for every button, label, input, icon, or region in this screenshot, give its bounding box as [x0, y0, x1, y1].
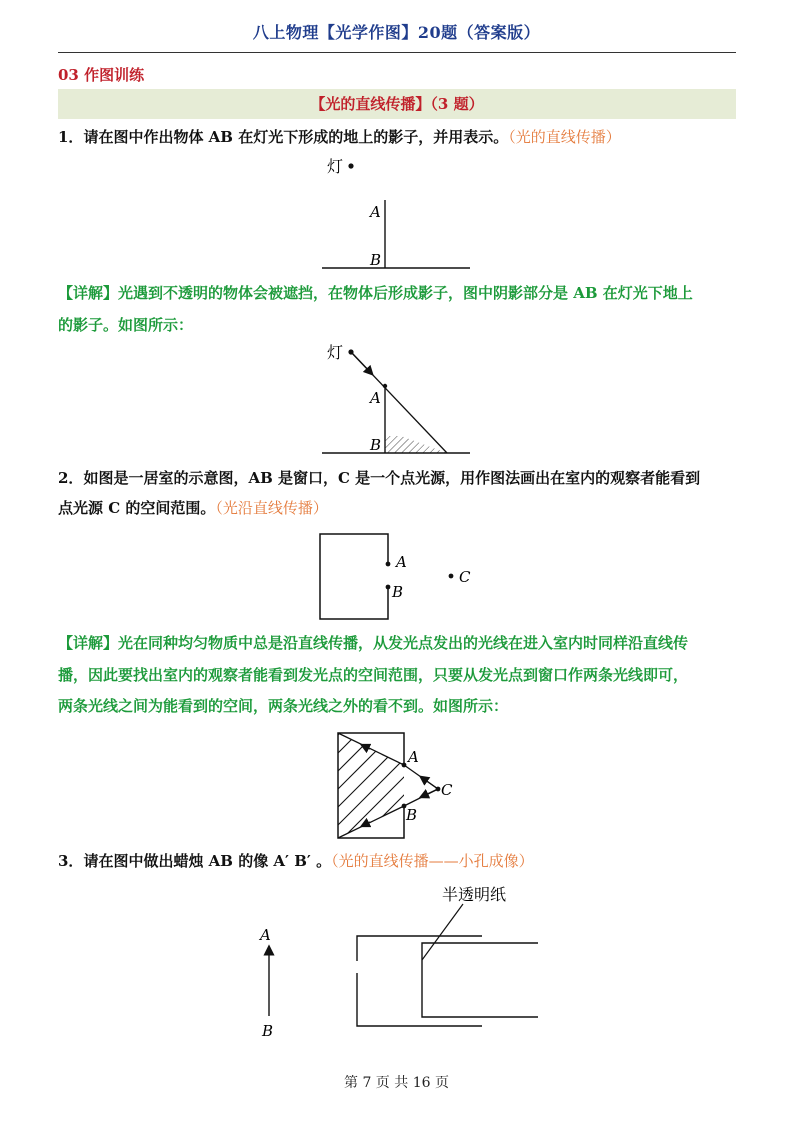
figure-3-outer-box-bottom — [357, 973, 482, 1026]
explanation-1-prefix: 【详解】 — [58, 284, 119, 302]
explanation-1 — [58, 278, 738, 341]
figure-1a-label-b: B — [370, 436, 382, 454]
explanation-2-line2: 播，因此要找出室内的观察者能看到发光点的空间范围，只要从发光点到窗口作两条光线即可， — [58, 665, 689, 684]
explanation-2-prefix: 【详解】 — [58, 634, 119, 652]
figure-1-lamp-object — [300, 150, 500, 275]
figure-2a-point-c — [436, 787, 441, 792]
figure-1-label-a: A — [370, 203, 381, 221]
question-1 — [58, 122, 736, 152]
topic-bar — [58, 89, 736, 119]
explanation-2-line3: 两条光线之间为能看到的空间，两条光线之外的看不到。如图所示： — [58, 697, 509, 715]
figure-3-paper-pointer — [422, 904, 463, 960]
figure-2-point-a — [386, 562, 391, 567]
figure-1a-label-a: A — [370, 389, 381, 407]
question-2-line2: 点光源 C 的空间范围。 — [58, 499, 216, 517]
figure-2a-arrow-upper-inner — [362, 745, 370, 749]
explanation-2 — [58, 628, 738, 723]
figure-2-label-c: C — [459, 568, 471, 586]
figure-1-lamp-point — [348, 163, 353, 168]
explanation-1-line2: 的影子。如图所示： — [58, 315, 194, 334]
figure-1a-lamp-label: 灯 — [327, 343, 344, 362]
figure-3-label-b: B — [262, 1022, 274, 1040]
page-header: 八上物理【光学作图】20题（答案版） — [252, 23, 541, 42]
figure-2a-label-c: C — [441, 781, 453, 799]
question-3-tag: （光的直线传播——小孔成像） — [331, 852, 534, 870]
section-title: 03 作图训练 — [58, 66, 145, 84]
figure-3-paper-label: 半透明纸 — [442, 885, 507, 904]
page-footer: 第 7 页 共 16 页 — [344, 1075, 449, 1091]
header-divider — [58, 52, 736, 53]
figure-1a-shadow — [385, 436, 447, 453]
figure-2-label-a: A — [396, 553, 407, 571]
figure-2a-ray-upper-inner — [338, 733, 404, 765]
topic-label: 【光的直线传播】（3 题） — [310, 95, 484, 113]
question-1-number: 1． — [58, 128, 84, 146]
question-3 — [58, 846, 736, 876]
figure-2a-point-a — [402, 763, 407, 768]
figure-3-outer-box-top — [357, 936, 482, 961]
figure-2a-arrow-lower — [421, 789, 438, 797]
question-2-line1: 如图是一居室的示意图，AB 是窗口，C 是一个点光源，用作图法画出在室内的观察者能看到 — [83, 469, 701, 487]
figure-2-label-b: B — [392, 583, 404, 601]
figure-1-answer — [300, 335, 500, 460]
figure-1-lamp-label: 灯 — [327, 157, 344, 176]
figure-2-room — [300, 525, 500, 625]
question-1-text: 请在图中作出物体 AB 在灯光下形成的地上的影子，并用表示。 — [83, 128, 509, 146]
question-3-number: 3． — [58, 852, 84, 870]
figure-2-answer — [320, 725, 470, 847]
figure-3-label-a: A — [260, 926, 271, 944]
figure-2a-arrow-lower-inner — [362, 822, 370, 826]
figure-3-pinhole — [250, 878, 550, 1048]
figure-2a-label-b: B — [406, 806, 418, 824]
figure-2-point-b — [386, 585, 391, 590]
figure-2-point-c — [449, 574, 454, 579]
question-2-number: 2． — [58, 469, 84, 487]
figure-2-room-walls — [320, 534, 388, 619]
figure-3-inner-box — [422, 943, 538, 1017]
figure-2a-label-a: A — [408, 748, 419, 766]
question-2 — [58, 463, 736, 523]
explanation-1-line1: 光遇到不透明的物体会被遮挡，在物体后形成影子，图中阴影部分是 AB 在灯光下地上 — [118, 284, 693, 302]
question-2-tag: （光沿直线传播） — [215, 499, 328, 517]
explanation-2-line1: 光在同种均匀物质中总是沿直线传播，从发光点发出的光线在进入室内时同样沿直线传 — [118, 634, 689, 652]
question-1-tag: （光的直线传播） — [508, 128, 621, 146]
figure-2a-arrow-upper — [421, 777, 438, 789]
figure-1a-ray-arrow — [351, 352, 372, 374]
question-3-text: 请在图中做出蜡烛 AB 的像 A′ B′ 。 — [83, 852, 332, 870]
figure-2a-ray-lower-inner — [338, 806, 404, 838]
figure-1-label-b: B — [370, 251, 382, 269]
